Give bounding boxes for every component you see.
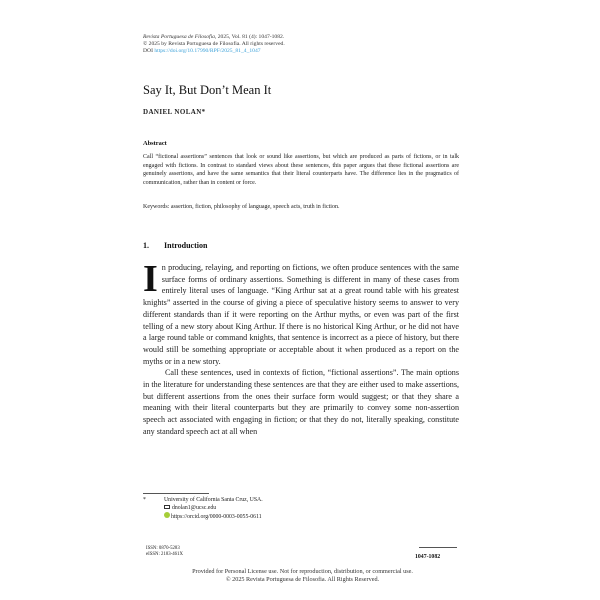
paragraph-2: Call these sentences, used in contexts of fiction, “fictional assertions”. The main options in the literature for understanding these sentences are that they are either used to make assertions, but different assertions from the ones their surface form would suggest; or that they share a meaning with their literal counterparts but they are primarily to convey some non-assertion speech act associated with engaging in fiction; or that they do not, literally speaking, constitute any standard speech act at all when <box>143 368 459 436</box>
license-notice: Provided for Personal License use. Not for reproduction, distribution, or commercial use. <box>192 568 413 575</box>
footnote-orcid-line <box>164 513 263 521</box>
keywords: Keywords: assertion, fiction, philosophy of language, speech acts, truth in fiction. <box>143 204 340 210</box>
issn: ISSN: 0870-5283 <box>146 546 180 551</box>
orcid-icon <box>164 512 170 518</box>
footnote-email-line <box>164 504 263 512</box>
body-text <box>143 258 459 438</box>
abstract-heading: Abstract <box>143 140 167 147</box>
drop-cap: I <box>143 258 158 300</box>
footnote-email[interactable]: dnolan1@ucsc.edu <box>172 505 217 512</box>
doi-label: DOI <box>143 48 153 55</box>
footnote-affiliation: University of California Santa Cruz, USA. <box>164 497 263 503</box>
section-heading <box>143 241 207 250</box>
doi-link[interactable]: https://doi.org/10.17990/RPF/2025_81_4_1047 <box>154 48 261 55</box>
envelope-icon <box>164 505 170 510</box>
license-footer <box>130 568 475 585</box>
paragraph-1-text: n producing, relaying, and reporting on fictions, we often produce sentences with the same surface forms of ordinary assertions. Something is different in many of these cases from entirely literal uses of language. “King Arthur sat at a great round table with his greatest knights” asserted in the course of giving a piece of speculative history seems to answer to very different standards than if it were reporting on the Arthur myths, or even was part of the first telling of a new story about King Arthur. If there is no historical King Arthur, or he did not have a large round table or command knights, that sentence is incorrect as a piece of history, but there would still be something appropriate or acceptable about it when produced as a report on the myths or in a new story. <box>143 263 459 366</box>
footer-copyright: © 2025 Revista Portuguesa de Filosofia. All Rights Reserved. <box>225 576 380 584</box>
journal-header <box>143 34 285 56</box>
footnote-divider <box>143 493 209 494</box>
footnote <box>143 496 263 521</box>
eissn: eISSN: 2183-461X <box>146 552 183 558</box>
page-range-divider <box>419 547 457 548</box>
issn-block <box>146 546 183 559</box>
author-name: DANIEL NOLAN* <box>143 108 206 116</box>
footnote-marker: * <box>143 497 146 503</box>
abstract-text: Call “fictional assertions” sentences that look or sound like assertions, but which are produced as parts of fictions, or in talk engaged with fictions. In contrast to standard views about these sentences, this paper argues that these fictional assertions are genuinely assertions, and have the same semantics that their literal counterparts have. The difference lies in the pragmatics of communication, rather than in content or force. <box>143 154 459 186</box>
paragraph-1 <box>143 258 459 367</box>
citation-details: , 2025, Vol. 81 (4): 1047-1082. <box>214 34 285 40</box>
section-title: Introduction <box>164 241 208 250</box>
page-range: 1047-1082 <box>415 554 441 560</box>
paper-title: Say It, But Don’t Mean It <box>143 83 272 97</box>
footnote-orcid[interactable]: https://orcid.org/0000-0003-0055-0611 <box>171 513 262 520</box>
journal-name: Revista Portuguesa de Filosofia <box>143 34 215 40</box>
section-number: 1. <box>143 241 149 250</box>
header-copyright: © 2025 by Revista Portuguesa de Filosofia. All rights reserved. <box>143 41 285 48</box>
doi-line <box>143 48 285 55</box>
